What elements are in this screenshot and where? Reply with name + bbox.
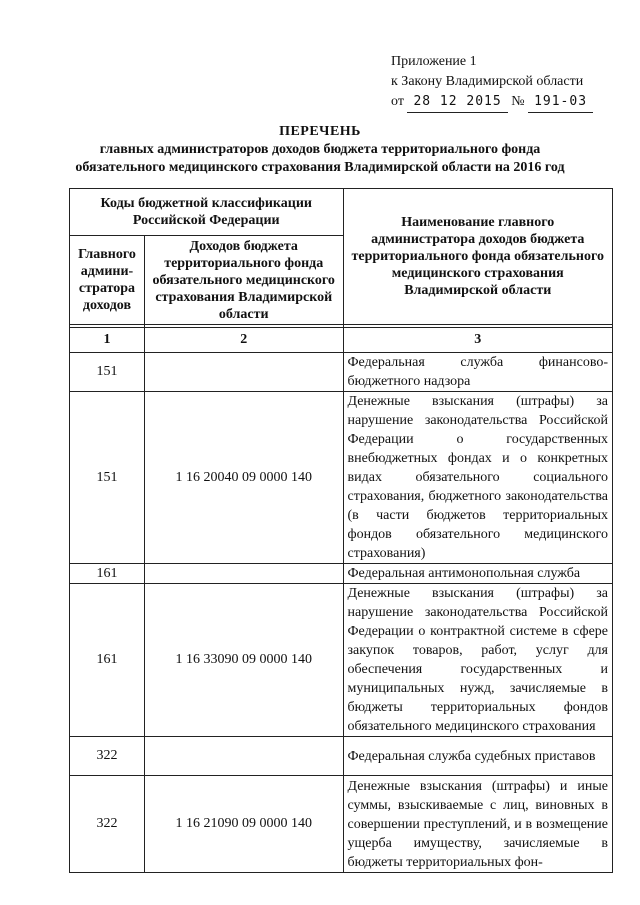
administrators-table xyxy=(69,188,613,873)
revenue-code xyxy=(144,353,343,392)
title-line-2: обязательного медицинского страхования Владимирской области на 2016 год xyxy=(75,160,565,175)
table-row xyxy=(70,353,613,392)
table-row xyxy=(70,776,613,873)
header-chief-admin: Главного админи-стратора доходов xyxy=(70,236,145,325)
table-row xyxy=(70,564,613,584)
table-row xyxy=(70,737,613,776)
col-number-1: 1 xyxy=(70,328,145,353)
revenue-code: 1 16 21090 09 0000 140 xyxy=(144,776,343,873)
revenue-code xyxy=(144,737,343,776)
appendix-law: к Закону Владимирской области xyxy=(391,74,584,89)
admin-name: Денежные взыскания (штрафы) за нарушение законодательства Российской Федерации о государственных внебюджетных фондах и о конкретных видах обязательного социального страхования, бюджетного законодательства (в части бюджетов территориальных фондов обязательного медицинского страхования) xyxy=(343,392,613,564)
title-line-1: главных администраторов доходов бюджета территориального фонда xyxy=(99,142,541,157)
col-number-2: 2 xyxy=(144,328,343,353)
admin-name: Денежные взыскания (штрафы) за нарушение законодательства Российской Федерации о контрактной системе в сфере закупок товаров, работ, услуг для обеспечения государственных и муниципальных нужд, зачисляемые в бюджеты территориальных фондов обязательного медицинского страхования xyxy=(343,584,613,737)
appendix-title: Приложение 1 xyxy=(391,54,477,69)
admin-name: Федеральная служба финансово-бюджетного надзора xyxy=(343,353,613,392)
document-title xyxy=(0,123,640,177)
table-row xyxy=(70,392,613,564)
revenue-code: 1 16 33090 09 0000 140 xyxy=(144,584,343,737)
admin-code: 151 xyxy=(70,392,145,564)
appendix-block xyxy=(391,52,593,113)
appendix-date-line xyxy=(391,92,593,113)
title-main: ПЕРЕЧЕНЬ xyxy=(279,124,361,139)
admin-name: Федеральная служба судебных приставов xyxy=(343,737,613,776)
revenue-code xyxy=(144,564,343,584)
admin-code: 322 xyxy=(70,776,145,873)
from-label: от xyxy=(391,94,404,109)
law-number: 191-03 xyxy=(528,92,593,113)
law-date: 28 12 2015 xyxy=(407,92,507,113)
admin-code: 151 xyxy=(70,353,145,392)
header-admin-name: Наименование главного администратора доходов бюджета территориального фонда обязательного медицинского страхования Владимирской области xyxy=(343,189,613,325)
header-budget-codes: Коды бюджетной классификации Российской Федерации xyxy=(70,189,344,236)
admin-code: 161 xyxy=(70,584,145,737)
number-label: № xyxy=(511,94,525,109)
admin-name: Федеральная антимонопольная служба xyxy=(343,564,613,584)
header-fund-revenue: Доходов бюджета территориального фонда обязательного медицинского страхования Владимирской области xyxy=(144,236,343,325)
admin-name: Денежные взыскания (штрафы) и иные суммы, взыскиваемые с лиц, виновных в совершении преступлений, и в возмещение ущерба имуществу, зачисляемые в бюджеты территориальных фон- xyxy=(343,776,613,873)
revenue-code: 1 16 20040 09 0000 140 xyxy=(144,392,343,564)
admin-code: 161 xyxy=(70,564,145,584)
admin-code: 322 xyxy=(70,737,145,776)
col-number-3: 3 xyxy=(343,328,613,353)
table-row xyxy=(70,584,613,737)
